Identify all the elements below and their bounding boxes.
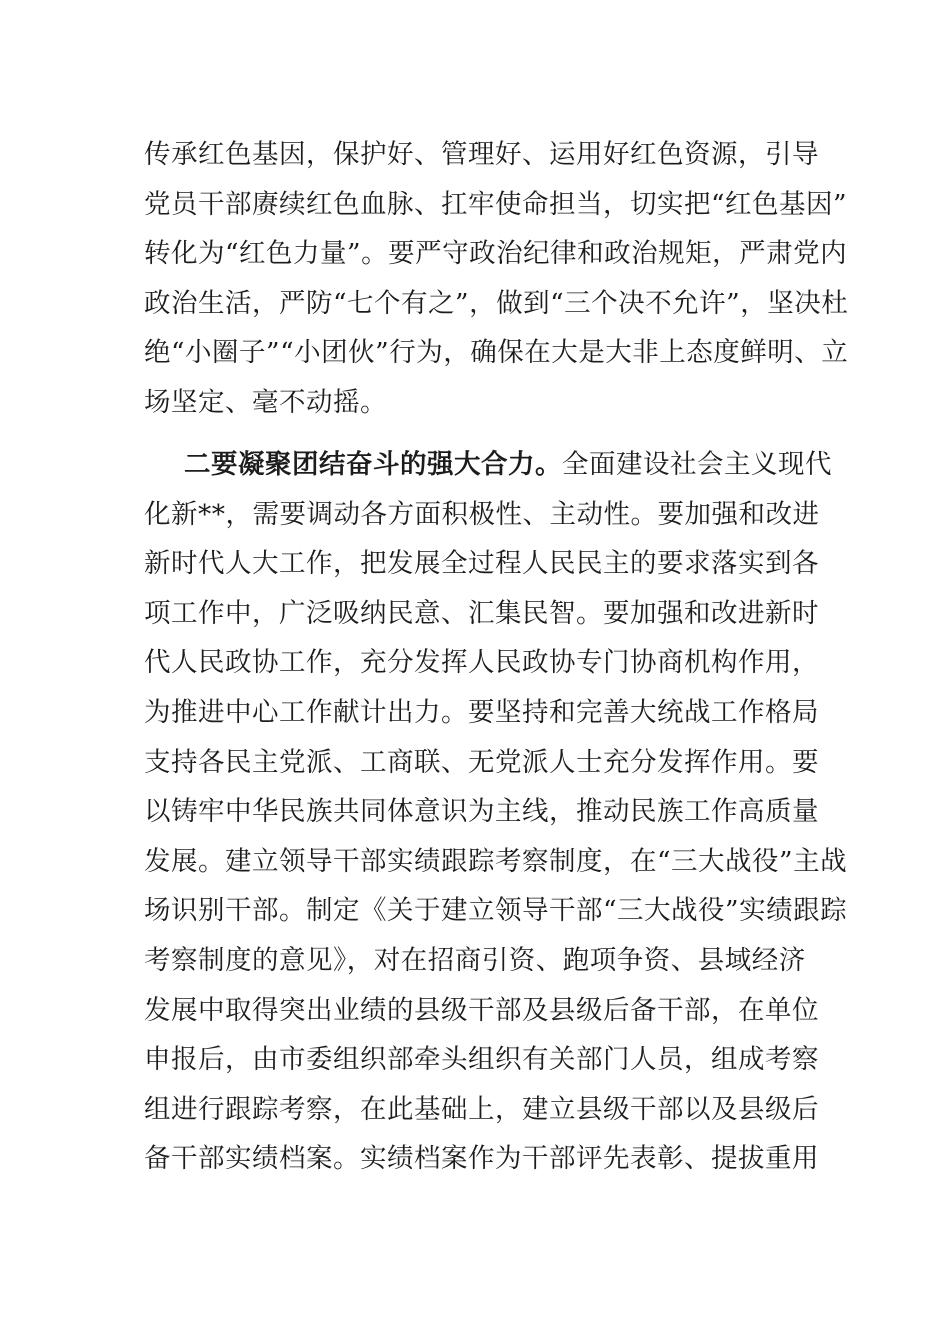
paragraph-line: 备干部实绩档案。实绩档案作为干部评先表彰、提拔重用: [144, 1143, 819, 1175]
paragraph-line: 申报后，由市委组织部牵头组织有关部门人员，组成考察: [144, 1044, 819, 1076]
paragraph-line: 以铸牢中华民族共同体意识为主线，推动民族工作高质量: [144, 796, 819, 828]
paragraph-line: 考察制度的意见》，对在招商引资、跑项争资、县域经济: [144, 944, 806, 976]
paragraph-line: 新时代人大工作，把发展全过程人民民主的要求落实到各: [144, 548, 819, 580]
paragraph-line: 支持各民主党派、工商联、无党派人士充分发挥作用。要: [144, 746, 819, 778]
paragraph-line: 发展中取得突出业绩的县级干部及县级后备干部，在单位: [144, 994, 819, 1026]
paragraph-line: 代人民政协工作，充分发挥人民政协专门协商机构作用，: [144, 647, 819, 679]
paragraph-line: 政治生活，严防“七个有之”，做到“三个决不允许”，坚决杜: [144, 287, 849, 319]
paragraph-line: 化新**，需要调动各方面积极性、主动性。要加强和改进: [144, 498, 820, 530]
heading-line-rest: 全面建设社会主义现代: [562, 449, 832, 480]
paragraph-line: 传承红色基因，保护好、管理好、运用好红色资源，引导: [144, 139, 819, 170]
paragraph-line: 场坚定、毫不动摇。: [144, 386, 387, 418]
paragraph-line: 绝“小圈子”“小团伙”行为，确保在大是大非上态度鲜明、立: [144, 337, 849, 369]
section-heading: 二要凝聚团结奋斗的强大合力。: [184, 449, 562, 480]
paragraph-2: [144, 440, 848, 1184]
paragraph-line: 转化为“红色力量”。要严守政治纪律和政治规矩，严肃党内: [144, 238, 848, 270]
paragraph-line: 为推进中心工作献计出力。要坚持和完善大统战工作格局: [144, 696, 819, 728]
paragraph-line: 发展。建立领导干部实绩跟踪考察制度，在“三大战役”主战: [144, 845, 848, 877]
paragraph-line: 组进行跟踪考察，在此基础上，建立县级干部以及县级后: [144, 1093, 819, 1125]
paragraph-line: 党员干部赓续红色血脉、扛牢使命担当，切实把“红色基因”: [144, 188, 848, 220]
paragraph-1: [144, 130, 849, 428]
paragraph-line: 场识别干部。制定《关于建立领导干部“三大战役”实绩跟踪: [144, 895, 848, 927]
paragraph-first-line: [144, 440, 832, 490]
paragraph-line: 项工作中，广泛吸纳民意、汇集民智。要加强和改进新时: [144, 597, 819, 629]
